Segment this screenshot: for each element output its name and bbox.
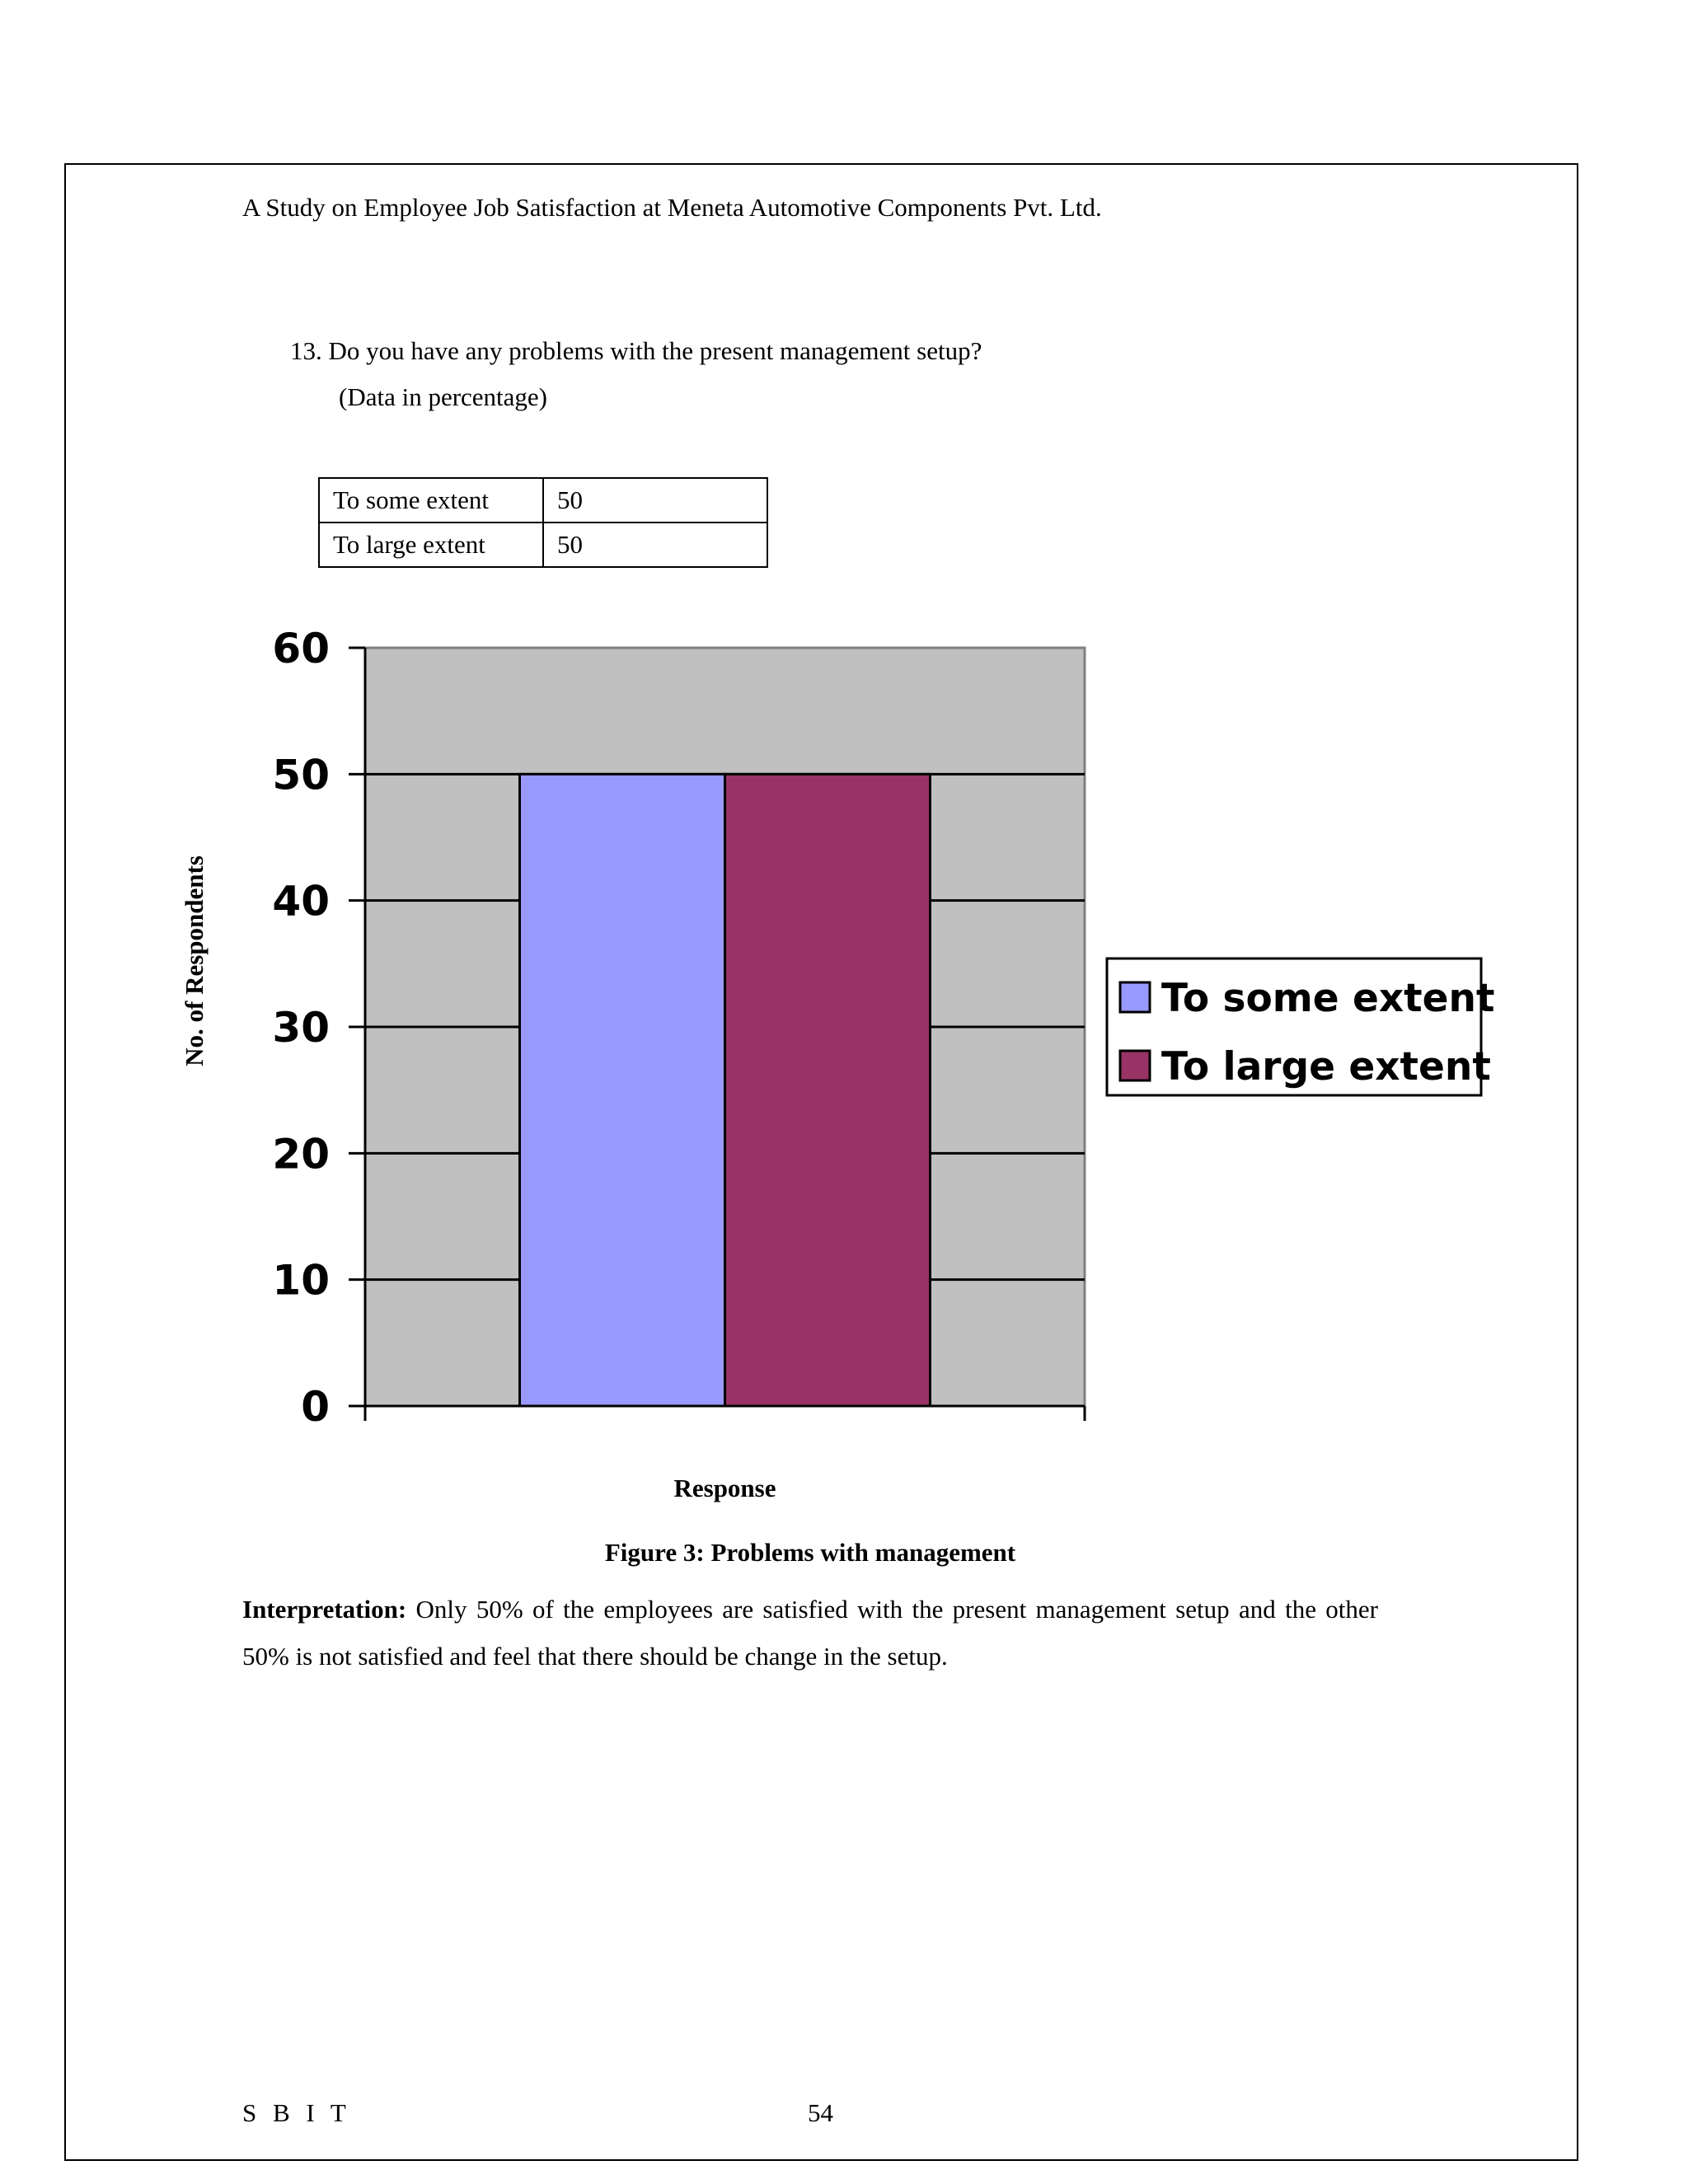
- table-cell-value: 50: [543, 523, 767, 567]
- x-axis-label: Response: [673, 1474, 776, 1502]
- y-tick-label: 30: [272, 1004, 330, 1052]
- bar: [520, 774, 725, 1406]
- question-text: 13. Do you have any problems with the present management setup?: [290, 336, 982, 365]
- y-tick-label: 60: [272, 625, 330, 673]
- y-tick-label: 20: [272, 1130, 330, 1179]
- table-cell-label: To some extent: [319, 478, 543, 523]
- y-tick-label: 10: [272, 1256, 330, 1305]
- y-axis-label: No. of Respondents: [180, 855, 209, 1066]
- y-tick-label: 50: [272, 751, 330, 799]
- y-tick-label: 0: [301, 1383, 330, 1431]
- page-number: 54: [808, 2098, 833, 2127]
- footer-institution: S B I T: [242, 2098, 351, 2127]
- interpretation-text: Only 50% of the employees are satisfied with the present management setup and the other 50% is not satisfied and feel that there should be change in the setup.: [242, 1595, 1378, 1671]
- question-note: (Data in percentage): [339, 382, 548, 411]
- legend-label: To large extent: [1161, 1044, 1491, 1090]
- y-tick-label: 40: [272, 877, 330, 926]
- table-cell-value: 50: [543, 478, 767, 523]
- legend-label: To some extent: [1161, 976, 1495, 1021]
- bar: [725, 774, 931, 1406]
- document-header: A Study on Employee Job Satisfaction at Meneta Automotive Components Pvt. Ltd.: [242, 193, 1102, 222]
- legend-swatch: [1120, 1051, 1150, 1080]
- figure-caption: Figure 3: Problems with management: [604, 1538, 1016, 1567]
- interpretation-paragraph: [242, 1586, 1378, 1680]
- table-cell-label: To large extent: [319, 523, 543, 567]
- legend-swatch: [1120, 982, 1150, 1012]
- interpretation-label: Interpretation:: [242, 1595, 407, 1624]
